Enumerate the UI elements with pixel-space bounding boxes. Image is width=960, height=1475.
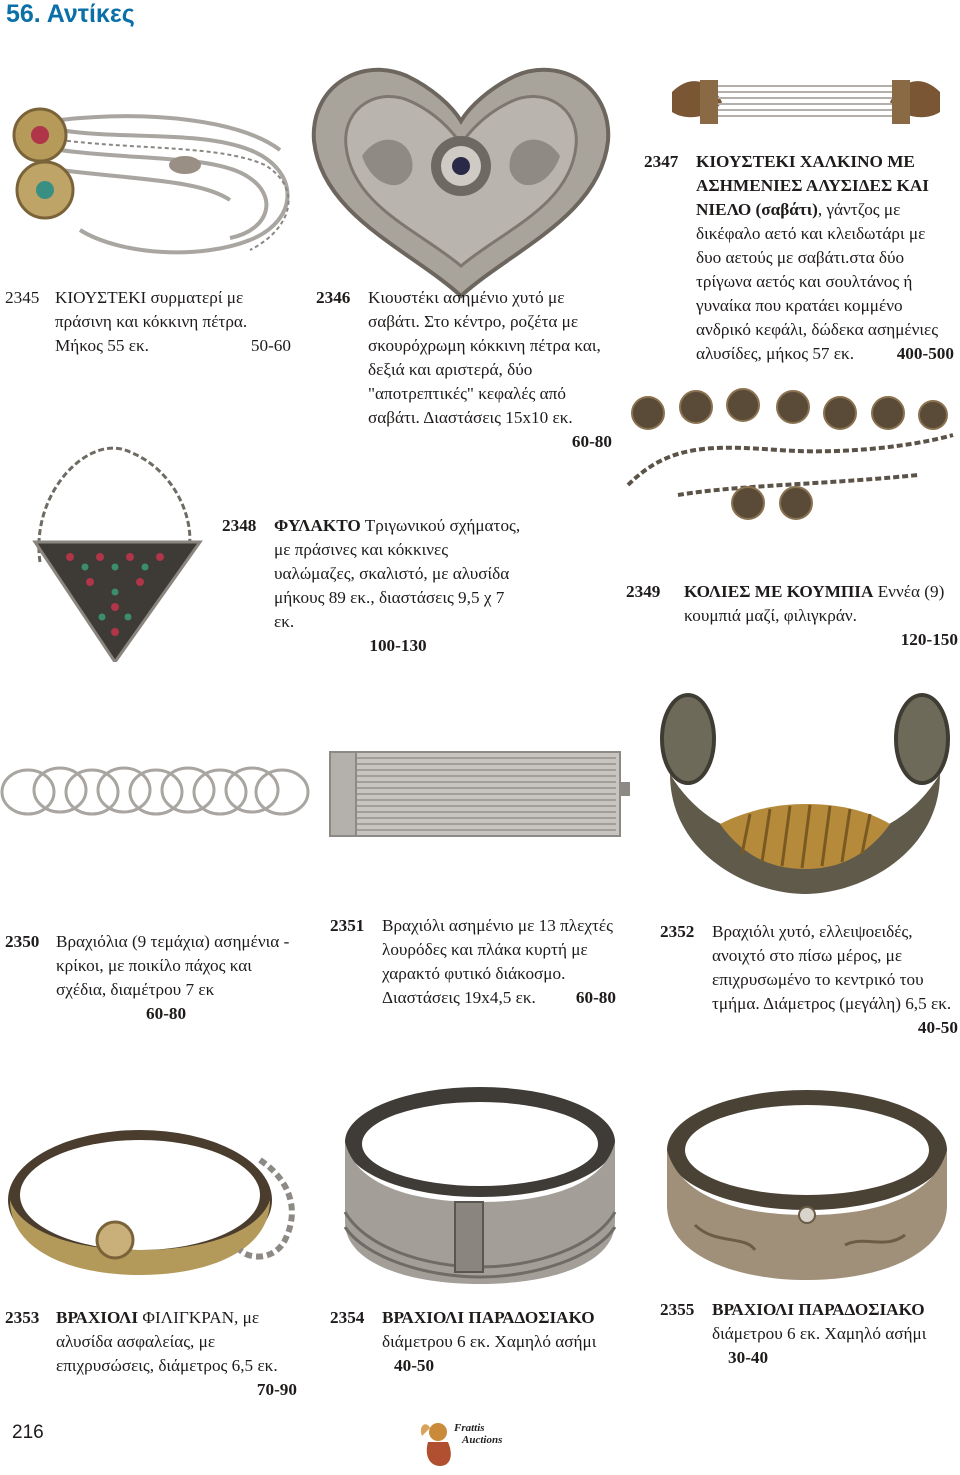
page-header (0, 0, 960, 34)
lot-name: ΦΥΛΑΚΤΟ (274, 516, 361, 535)
lot-number: 2351 (330, 916, 365, 935)
photo-lot-2347 (652, 62, 960, 144)
photo-lot-2352 (650, 684, 960, 904)
lot-price: 100-130 (369, 636, 427, 655)
page-number: 216 (12, 1422, 44, 1443)
section-title: 56. Αντίκες (6, 0, 135, 28)
lot-number: 2348 (222, 516, 257, 535)
lot-description: Βραχιόλι χυτό, ελλειψοειδές, ανοιχτό στο πίσω μέρος, με επιχρυσωμένο το κεντρικό του τμήμα. Διάμετρος (μεγάλη) 6,5 εκ. (712, 922, 952, 1013)
lot-number: 2347 (644, 152, 679, 171)
lot-description: Βραχιόλια (9 τεμάχια) ασημένια - κρίκοι, με ποικίλο πάχος και σχέδια, διαμέτρου 7 εκ (56, 932, 290, 999)
lot-price: 400-500 (896, 344, 954, 363)
lot-2345-caption (5, 286, 291, 361)
photo-lot-2353 (0, 1080, 312, 1278)
lot-2348-caption (222, 514, 522, 659)
lot-2351-caption (330, 914, 616, 1039)
lot-2355-caption (660, 1298, 956, 1378)
lot-description: , γάντζος με δικέφαλο αετό και κλειδωτάρι με δυο αετούς με σαβάτι.στα δύο τρίγωνα αετός και σουλτάνος ή γυναίκα που κρατάει κομμένο ανδρικό κεφάλι, δώδεκα ασημένιες αλυσίδες, μήκος 57 εκ. (696, 200, 939, 363)
lot-number: 2355 (660, 1300, 695, 1319)
lot-2346-caption (316, 286, 612, 458)
logo-line-1: Frattis (454, 1422, 485, 1434)
lot-name: ΚΟΛΙΕΣ ΜΕ ΚΟΥΜΠΙΑ (684, 582, 874, 601)
lot-2349-caption (626, 580, 958, 660)
lot-price: 50-60 (250, 336, 291, 355)
lot-2350-caption (5, 930, 290, 1030)
photo-lot-2354 (335, 1072, 625, 1288)
lot-price: 40-50 (917, 1018, 958, 1037)
lot-2352-caption (660, 920, 958, 1045)
lot-price: 60-80 (571, 432, 612, 451)
photo-lot-2350 (0, 760, 310, 820)
lot-number: 2346 (316, 288, 351, 307)
lot-2353-caption (5, 1306, 297, 1406)
lot-description: Εννέα (9) κουμπιά μαζί, φιλιγκράν. (684, 582, 945, 625)
auction-logo (420, 1412, 520, 1470)
lot-number: 2349 (626, 582, 661, 601)
photo-lot-2345 (0, 80, 310, 280)
lot-price: 60-80 (146, 1004, 187, 1023)
photo-lot-2346 (302, 46, 620, 304)
lot-2354-caption (330, 1306, 620, 1386)
lot-name: ΚΙΟΥΣΤΕΚΙ (55, 288, 147, 307)
lot-price: 120-150 (900, 630, 958, 649)
lot-name: ΒΡΑΧΙΟΛΙ ΠΑΡΑΔΟΣΙΑΚΟ (382, 1308, 595, 1327)
lot-number: 2350 (5, 932, 40, 951)
lot-2347-caption (644, 150, 954, 363)
photo-lot-2349 (618, 385, 960, 530)
lot-description: συρματερί με πράσινη και κόκκινη πέτρα. Μήκος 55 εκ. (55, 288, 248, 355)
lot-description: Βραχιόλι ασημένιο με 13 πλεχτές λουρόδες και πλάκα κυρτή με χαρακτό φυτικό διάκοσμο. Διαστάσεις 19x4,5 εκ. (382, 916, 613, 1007)
lot-name: ΒΡΑΧΙΟΛΙ (56, 1308, 139, 1327)
photo-lot-2348 (10, 432, 210, 662)
lot-number: 2352 (660, 922, 695, 941)
lot-description: Τριγωνικού σχήματος, με πράσινες και κόκκινες υαλώμαζες, σκαλιστό, με αλυσίδα μήκους 89 εκ., διαστάσεις 9,5 χ 7 εκ. (274, 516, 521, 631)
lot-description: διάμετρου 6 εκ. Χαμηλό ασήμι (382, 1332, 597, 1351)
photo-lot-2355 (655, 1075, 960, 1285)
lot-number: 2353 (5, 1308, 40, 1327)
lot-price: 70-90 (256, 1380, 297, 1399)
lot-price: 60-80 (575, 988, 616, 1007)
photo-lot-2351 (326, 742, 634, 844)
lot-description: ΦΙΛΙΓΚΡΑΝ, με αλυσίδα ασφαλείας, με επιχρυσώσεις, διάμετρος 6,5 εκ. (56, 1308, 278, 1375)
lot-price: 40-50 (394, 1356, 435, 1375)
lot-name: ΚΙΟΥΣΤΕΚΙ ΧΑΛΚΙΝΟ ΜΕ ΑΣΗΜΕΝΙΕΣ ΑΛΥΣΙΔΕΣ ΚΑΙ ΝΙΕΛΟ (σαβάτι) (696, 152, 929, 219)
lot-name: ΒΡΑΧΙΟΛΙ ΠΑΡΑΔΟΣΙΑΚΟ (712, 1300, 925, 1319)
lot-description: διάμετρου 6 εκ. Χαμηλό ασήμι (712, 1324, 927, 1343)
lot-description: Κιουστέκι ασημένιο χυτό με σαβάτι. Στο κέντρο, ροζέτα με σκουρόχρωμη κόκκινη πέτρα και, δεξιά και αριστερά, δύο "αποτρεπτικές" κεφαλές από σαβάτι. Διαστάσεις 15x10 εκ. (368, 288, 601, 427)
lot-number: 2354 (330, 1308, 365, 1327)
logo-line-2: Auctions (462, 1434, 503, 1446)
lot-number: 2345 (5, 288, 40, 307)
lot-price: 30-40 (728, 1348, 769, 1367)
